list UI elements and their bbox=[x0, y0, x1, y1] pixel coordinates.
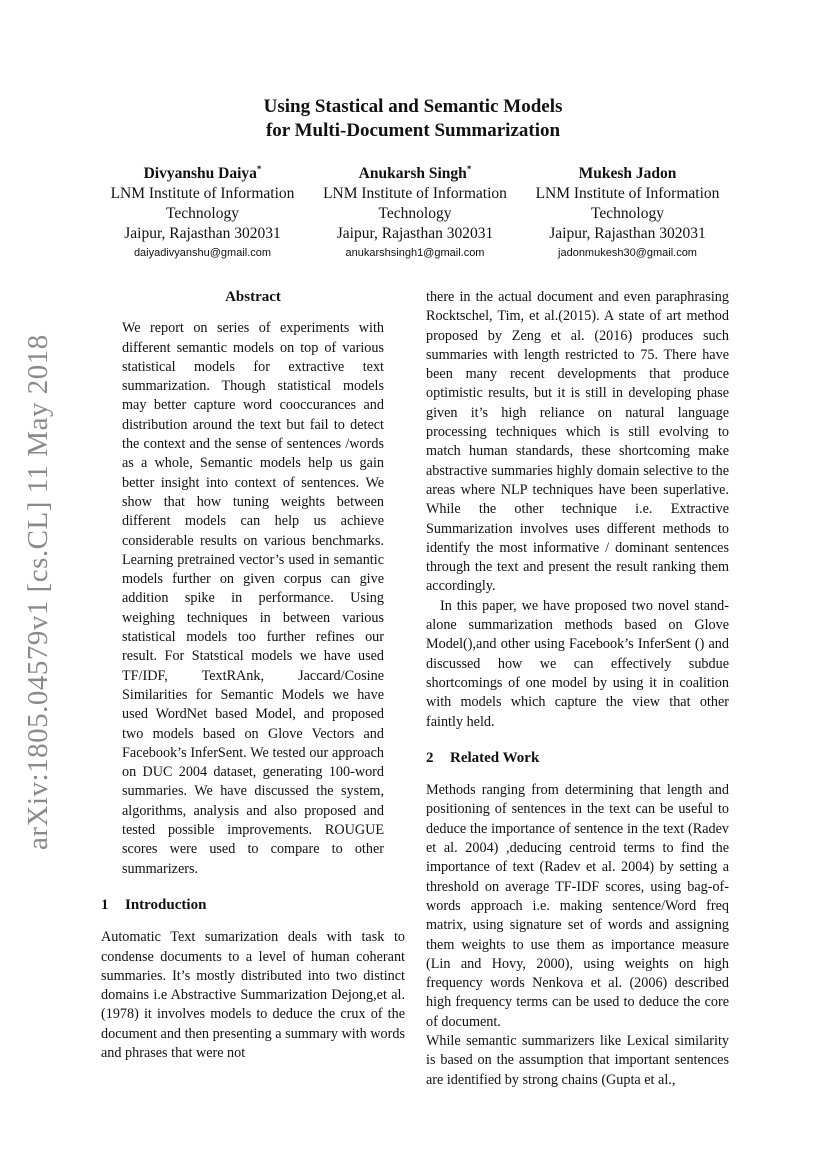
section-heading-related-work bbox=[426, 749, 729, 768]
author-name: Divyanshu Daiya bbox=[143, 165, 257, 183]
paper-title bbox=[0, 95, 826, 143]
intro-paragraph: Automatic Text sumarization deals with task to condense documents to a level of human coherant summaries. It’s mostly distributed into two distinct domains i.e Abstractive Summarization Dejong,et al. (1978) it involves models to deduce the crux of the document and then presenting a summary with words and phrases that were not bbox=[101, 929, 405, 1061]
title-line-1: Using Stastical and Semantic Models bbox=[263, 96, 563, 117]
abstract-heading: Abstract bbox=[225, 289, 281, 305]
related-work-paragraph-1: Methods ranging from determining that length and positioning of sentences in the text can be useful to deduce the importance of sentence in the text (Radev et al. 2004) ,deducing centroid terms to find the importance of text (Radev et al. 2004) by setting a threshold on average TF-IDF scores, using bag-of-words approach i.e. making sentence/Word freq matrix, using signature set of words and assigning them weights to use them as importance measure (Lin and Hovy, 2000), using weights on high frequency words Nenkova et al. (2006) described high frequency terms can be used to deduce the core of document. bbox=[426, 782, 729, 1030]
author-city: Jaipur, Rajasthan 302031 bbox=[124, 225, 281, 243]
author-affiliation-2: Technology bbox=[591, 205, 664, 223]
author-affiliation: LNM Institute of Information bbox=[110, 185, 295, 203]
title-line-2: for Multi-Document Summarization bbox=[265, 120, 561, 141]
author-city: Jaipur, Rajasthan 302031 bbox=[549, 225, 706, 243]
section-number: 1 bbox=[101, 896, 109, 913]
section-title: Introduction bbox=[125, 896, 207, 913]
section-title: Related Work bbox=[450, 749, 540, 766]
author-3 bbox=[525, 159, 730, 262]
arxiv-sidebar-stamp: arXiv:1805.04579v1 [cs.CL] 11 May 2018 bbox=[22, 334, 54, 850]
right-column bbox=[426, 288, 729, 1090]
author-affiliation: LNM Institute of Information bbox=[535, 185, 720, 203]
author-email: daiyadivyanshu@gmail.com bbox=[133, 247, 272, 260]
author-affiliation: LNM Institute of Information bbox=[323, 185, 507, 203]
abstract-text: We report on series of experiments with different semantic models on top of various statistical models for extractive text summarization. Though statistical models may better capture word cooccurances and distribution around the text but fail to detect the context and the sense of sentences /words as a whole, Semantic models help us gain better insight into context of sentences. We show that how tuning weights between different models can help us achieve considerable results on various benchmarks. Learning pretrained vector’s used in semantic models further on given corpus can give addition spike in performance. Using weighing techniques in between various statistical models too further refines our result. For Statstical models we have used TF/IDF, TextRAnk, Jaccard/Cosine Similarities for Semantic Models we have used WordNet based Model, and proposed two models based on Glove Vectors and Facebook’s InferSent. We tested our approach on DUC 2004 dataset, generating 100-word summaries. We have discussed the system, algorithms, analysis and also proposed and tested possible improvements. ROUGUE scores were used to compare to other summarizers. bbox=[122, 320, 384, 877]
author-1 bbox=[100, 159, 305, 262]
section-heading-introduction bbox=[101, 896, 405, 915]
author-email: jadonmukesh30@gmail.com bbox=[558, 247, 697, 260]
author-2 bbox=[313, 159, 518, 262]
author-email: anukarshsingh1@gmail.com bbox=[345, 247, 485, 260]
left-column bbox=[101, 288, 405, 1063]
author-mark: * bbox=[466, 164, 472, 174]
author-name: Anukarsh Singh bbox=[358, 165, 467, 183]
author-mark: * bbox=[256, 164, 262, 174]
body-paragraph-2: In this paper, we have proposed two novel stand-alone summarization methods based on Glove Model(),and other using Facebook’s InferSent () and discussed how we can effectively subdue shortcomings of one model by using it in coalition with models which capture the view that other faintly held. bbox=[426, 597, 729, 730]
author-block bbox=[100, 159, 730, 262]
body-paragraph-1: there in the actual document and even paraphrasing Rocktschel, Tim, et al.(2015). A state of art method proposed by Zeng et al. (2016) produces such summaries with length restricted to 75. There have been many recent developments that produce optimistic results, but it is still in developing phase given it’s high reliance on natural language processing techniques which is still evolving to match human standards, these shortcoming make abstractive summaries highly domain selective to the areas where NLP techniques have been superlative. While the other technique i.e. Extractive Summarization involves uses different methods to identify the most informative / dominant sentences through the text and present the result ranking them accordingly. bbox=[426, 289, 729, 595]
author-affiliation-2: Technology bbox=[378, 205, 452, 223]
author-city: Jaipur, Rajasthan 302031 bbox=[336, 225, 494, 243]
author-name: Mukesh Jadon bbox=[578, 165, 677, 183]
related-work-paragraph-2: While semantic summarizers like Lexical similarity is based on the assumption that important sentences are identified by strong chains (Gupta et al., bbox=[426, 1032, 729, 1088]
author-affiliation-2: Technology bbox=[166, 205, 239, 223]
section-number: 2 bbox=[426, 749, 434, 766]
